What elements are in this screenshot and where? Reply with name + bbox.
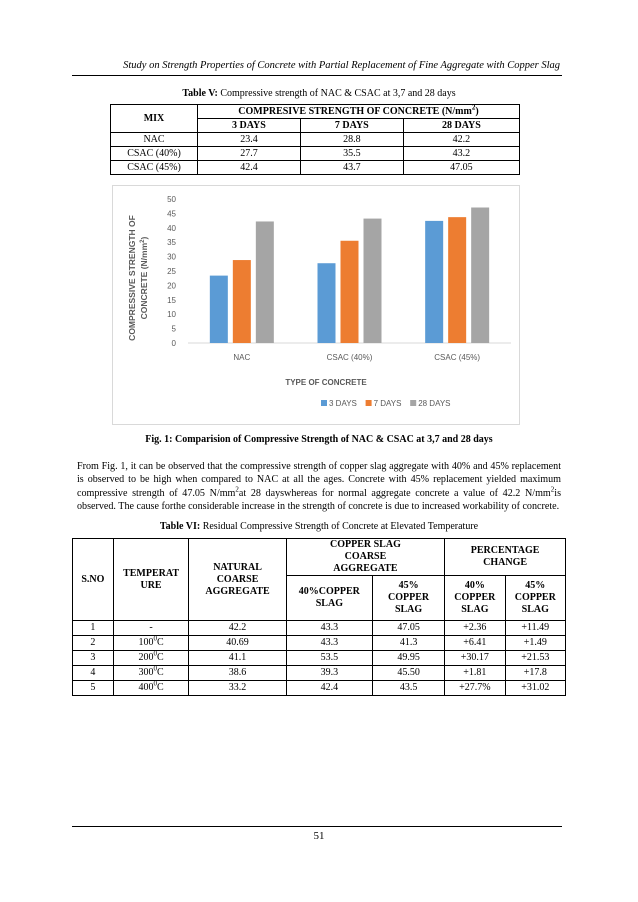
table6-cell: $200^0C$ <box>113 651 189 666</box>
table6-cell: 42.4 <box>286 681 372 696</box>
y-axis-title-line2: CONCRETE $(N/mm^2)$ <box>139 236 149 320</box>
table-row <box>73 681 566 696</box>
table6-cell: +21.53 <box>505 651 565 666</box>
table-row <box>73 636 566 651</box>
bar-7-days-2 <box>448 217 466 343</box>
table5-day-header: 7 DAYS <box>300 119 403 133</box>
table6-sub-40-percent: 40% COPPER SLAG <box>445 576 505 621</box>
table5 <box>110 104 520 175</box>
figure1-caption: Fig. 1: Comparision of Compressive Strength of NAC & CSAC at 3,7 and 28 days <box>145 434 493 445</box>
bar-7-days-1 <box>341 241 359 343</box>
table6-cell: 4 <box>73 666 114 681</box>
legend-label: 28 DAYS <box>418 399 451 408</box>
x-tick-label: CSAC (40%) <box>326 353 373 362</box>
table6-cell: +30.17 <box>445 651 505 666</box>
y-tick-label: 50 <box>167 195 176 204</box>
bar-3-days-1 <box>318 263 336 343</box>
y-tick-label: 35 <box>167 238 176 248</box>
bar-28-days-2 <box>471 207 489 343</box>
table5-col-mix: MIX <box>111 105 198 133</box>
chart-frame <box>112 185 520 425</box>
y-tick-label: 40 <box>167 223 176 233</box>
legend-label: 7 DAYS <box>373 399 402 408</box>
y-tick-label: 25 <box>167 267 176 276</box>
table5-cell: 42.4 <box>198 161 301 175</box>
table5-day-header: 28 DAYS <box>403 119 519 133</box>
table5-caption <box>60 88 578 99</box>
table6-cell: - <box>113 621 189 636</box>
page-number: 51 <box>313 830 325 842</box>
table6-cell: 5 <box>73 681 114 696</box>
table5-caption-text: Compressive strength of NAC & CSAC at 3,7 and 28 days <box>217 88 456 99</box>
legend-swatch <box>321 400 327 406</box>
footer-rule <box>72 826 562 827</box>
y-tick-label: 30 <box>167 252 176 262</box>
table6-cell: +1.49 <box>505 636 565 651</box>
table6-group-copper: COPPER SLAG COARSE AGGREGATE <box>286 539 444 576</box>
x-tick-label: NAC <box>233 353 251 362</box>
table6-cell: 33.2 <box>189 681 286 696</box>
table6-cell: +6.41 <box>445 636 505 651</box>
table6-cell: 3 <box>73 651 114 666</box>
table5-cell: 28.8 <box>300 133 403 147</box>
legend-label: 3 DAYS <box>329 399 357 408</box>
bar-7-days-0 <box>233 260 251 343</box>
table6-col-sno: S.NO <box>73 539 114 621</box>
table6-sub-45-percent: 45% COPPER SLAG <box>505 576 565 621</box>
running-header: Study on Strength Properties of Concrete with Partial Replacement of Fine Aggregate with Copper Slag <box>123 60 560 71</box>
table6-cell: 53.5 <box>286 651 372 666</box>
table6-cell: 42.2 <box>189 621 286 636</box>
y-axis-title-line1: COMPRESSIVE STRENGTH OF <box>127 215 137 341</box>
table6-cell: 1 <box>73 621 114 636</box>
table5-cell: 43.2 <box>403 147 519 161</box>
table5-cell: 42.2 <box>403 133 519 147</box>
y-tick-label: 15 <box>167 295 176 305</box>
y-tick-label: 20 <box>167 281 176 291</box>
table5-day-header: 3 DAYS <box>198 119 301 133</box>
y-tick-label: 10 <box>167 310 176 320</box>
bar-3-days-2 <box>425 221 443 343</box>
x-tick-label: CSAC (45%) <box>434 353 481 362</box>
table6-sub-45-copper: 45% COPPER SLAG <box>373 576 445 621</box>
table6-caption-label: Table VI: <box>159 521 201 532</box>
table6-sub-40-copper: 40%COPPER SLAG <box>286 576 372 621</box>
table6-cell: +11.49 <box>505 621 565 636</box>
table6-cell: +27.7% <box>445 681 505 696</box>
table6-col-natural: NATURAL COARSE AGGREGATE <box>189 539 286 621</box>
legend-swatch <box>410 400 416 406</box>
table5-group-header: COMPRESIVE STRENGTH OF CONCRETE $(N/mm^2)$ <box>198 105 520 119</box>
table5-cell: CSAC (40%) <box>111 147 198 161</box>
header-rule <box>72 75 562 76</box>
table6-cell: 39.3 <box>286 666 372 681</box>
table-row <box>73 666 566 681</box>
table6-group-percent: PERCENTAGE CHANGE <box>445 539 566 576</box>
table6-cell: $100^0C$ <box>113 636 189 651</box>
table-row <box>73 651 566 666</box>
table6-cell: +17.8 <box>505 666 565 681</box>
table6-cell: +31.02 <box>505 681 565 696</box>
y-tick-label: 45 <box>167 209 176 219</box>
table6-cell: 43.3 <box>286 636 372 651</box>
table5-cell: 47.05 <box>403 161 519 175</box>
table6-col-temperature: TEMPERAT URE <box>113 539 189 621</box>
table6-cell: 43.3 <box>286 621 372 636</box>
table6 <box>72 538 566 696</box>
table5-cell: CSAC (45%) <box>111 161 198 175</box>
table-row <box>111 133 520 147</box>
table5-cell: 27.7 <box>198 147 301 161</box>
table-row <box>111 161 520 175</box>
legend-swatch <box>366 400 372 406</box>
table5-cell: NAC <box>111 133 198 147</box>
table6-caption-text: Residual Compressive Strength of Concrete at Elevated Temperature <box>200 521 479 532</box>
bar-28-days-1 <box>364 219 382 343</box>
table6-cell: $300^0C$ <box>113 666 189 681</box>
table-row <box>111 147 520 161</box>
table6-cell: 41.1 <box>189 651 286 666</box>
y-tick-label: 5 <box>171 324 176 334</box>
table6-cell: 49.95 <box>373 651 445 666</box>
bar-3-days-0 <box>210 276 228 343</box>
table6-cell: +2.36 <box>445 621 505 636</box>
table5-cell: 35.5 <box>300 147 403 161</box>
bar-28-days-0 <box>256 221 274 343</box>
table6-cell: +1.81 <box>445 666 505 681</box>
table5-cell: 43.7 <box>300 161 403 175</box>
y-tick-label: 0 <box>171 339 176 348</box>
table5-cell: 23.4 <box>198 133 301 147</box>
compressive-strength-chart <box>113 186 519 424</box>
table5-caption-label: Table V: <box>182 88 218 99</box>
table6-cell: 41.3 <box>373 636 445 651</box>
table6-cell: $400^0C$ <box>113 681 189 696</box>
table6-caption <box>60 521 578 532</box>
body-paragraph: From Fig. 1, it can be observed that the compressive strength of copper slag aggregate with 40% and 45% replacement is observed to be high when compared to NAC at all the ages. Concrete with 45% replacement yielded maximum compressive strength of 47.05 $N/mm^2at$ 28 dayswhereas for normal aggregate concrete a value of 42.2 $N/mm^2is$ observed. The cause forthe considerable increase in the strength of concrete is due to increased workability of concrete. <box>77 461 562 513</box>
table6-cell: 40.69 <box>189 636 286 651</box>
table6-cell: 45.50 <box>373 666 445 681</box>
table6-cell: 38.6 <box>189 666 286 681</box>
table6-cell: 47.05 <box>373 621 445 636</box>
table6-cell: 43.5 <box>373 681 445 696</box>
table-row <box>73 621 566 636</box>
x-axis-title: TYPE OF CONCRETE <box>285 378 367 387</box>
table6-cell: 2 <box>73 636 114 651</box>
